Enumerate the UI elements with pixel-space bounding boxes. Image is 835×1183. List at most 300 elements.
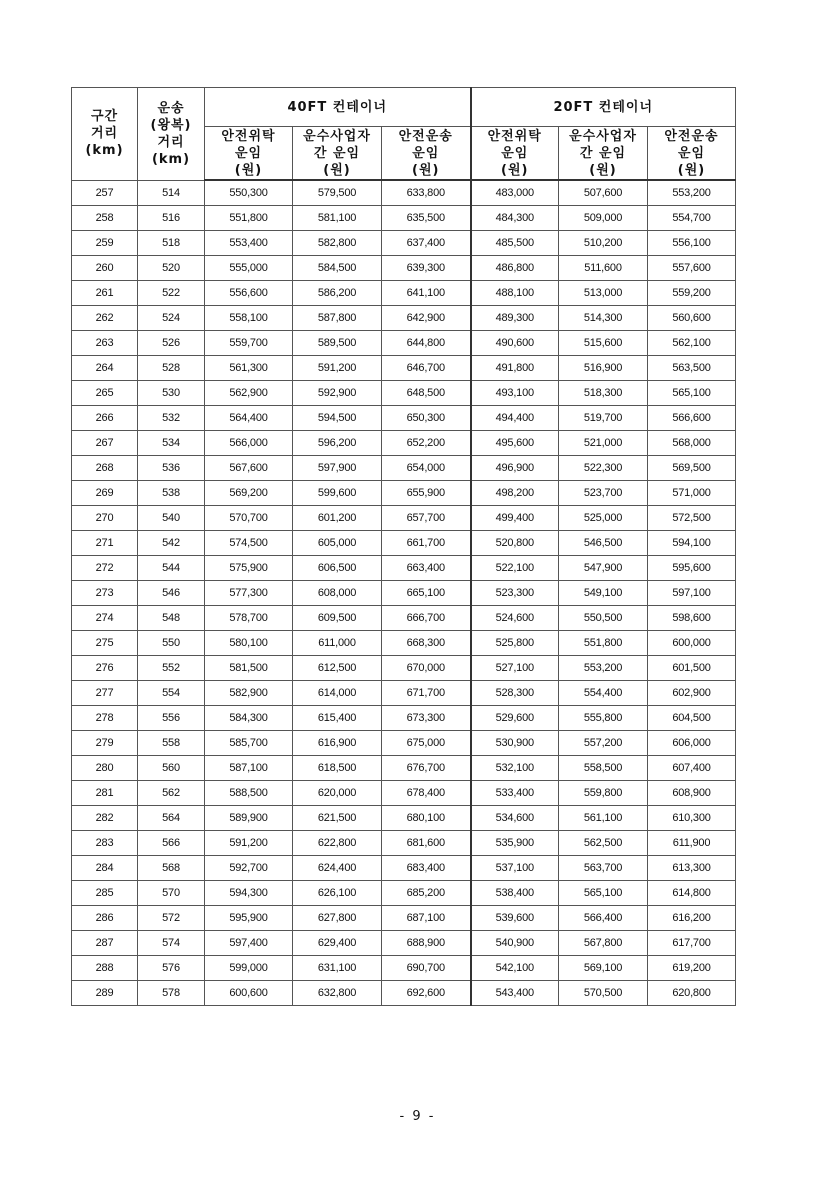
table-cell: 530,900: [471, 731, 559, 756]
table-cell: 529,600: [471, 706, 559, 731]
table-row: [72, 606, 736, 631]
table-row: [72, 406, 736, 431]
table-cell: 655,900: [382, 481, 471, 506]
table-cell: 540,900: [471, 931, 559, 956]
table-cell: 584,500: [293, 256, 382, 281]
table-cell: 534: [138, 431, 205, 456]
table-cell: 592,700: [205, 856, 293, 881]
table-cell: 551,800: [205, 206, 293, 231]
table-cell: 566,000: [205, 431, 293, 456]
table-cell: 494,400: [471, 406, 559, 431]
table-cell: 515,600: [559, 331, 648, 356]
table-row: [72, 306, 736, 331]
table-cell: 683,400: [382, 856, 471, 881]
table-cell: 681,600: [382, 831, 471, 856]
table-cell: 582,900: [205, 681, 293, 706]
table-cell: 495,600: [471, 431, 559, 456]
table-cell: 566,600: [648, 406, 736, 431]
table-cell: 568,000: [648, 431, 736, 456]
table-cell: 555,800: [559, 706, 648, 731]
table-cell: 680,100: [382, 806, 471, 831]
col-40ft-safe-consign: 안전위탁 운임 (원): [205, 127, 293, 181]
table-row: [72, 506, 736, 531]
table-cell: 654,000: [382, 456, 471, 481]
table-row: [72, 981, 736, 1006]
group-40ft-header: 40FT 컨테이너: [205, 88, 471, 127]
table-cell: 509,000: [559, 206, 648, 231]
table-cell: 678,400: [382, 781, 471, 806]
table-cell: 572: [138, 906, 205, 931]
table-cell: 676,700: [382, 756, 471, 781]
table-cell: 282: [72, 806, 138, 831]
table-cell: 558,100: [205, 306, 293, 331]
table-cell: 585,700: [205, 731, 293, 756]
table-cell: 553,200: [648, 180, 736, 206]
table-cell: 520,800: [471, 531, 559, 556]
table-cell: 263: [72, 331, 138, 356]
table-cell: 491,800: [471, 356, 559, 381]
table-cell: 565,100: [559, 881, 648, 906]
table-row: [72, 381, 736, 406]
table-cell: 511,600: [559, 256, 648, 281]
table-cell: 519,700: [559, 406, 648, 431]
table-cell: 523,700: [559, 481, 648, 506]
table-cell: 528: [138, 356, 205, 381]
table-row: [72, 356, 736, 381]
table-cell: 584,300: [205, 706, 293, 731]
table-cell: 539,600: [471, 906, 559, 931]
col-40ft-safe-transport: 안전운송 운임 (원): [382, 127, 471, 181]
table-cell: 562,500: [559, 831, 648, 856]
table-cell: 516: [138, 206, 205, 231]
table-cell: 675,000: [382, 731, 471, 756]
table-cell: 605,000: [293, 531, 382, 556]
table-cell: 288: [72, 956, 138, 981]
table-cell: 518,300: [559, 381, 648, 406]
table-cell: 262: [72, 306, 138, 331]
section-distance-header: 구간 거리 (km): [72, 88, 138, 181]
table-cell: 269: [72, 481, 138, 506]
table-cell: 555,000: [205, 256, 293, 281]
table-cell: 257: [72, 180, 138, 206]
table-cell: 561,300: [205, 356, 293, 381]
table-cell: 600,600: [205, 981, 293, 1006]
table-cell: 601,200: [293, 506, 382, 531]
table-cell: 571,000: [648, 481, 736, 506]
transport-distance-header: 운송 (왕복) 거리 (km): [138, 88, 205, 181]
table-row: [72, 906, 736, 931]
table-cell: 569,100: [559, 956, 648, 981]
table-row: [72, 581, 736, 606]
table-cell: 564,400: [205, 406, 293, 431]
table-cell: 530: [138, 381, 205, 406]
table-cell: 258: [72, 206, 138, 231]
fare-table: [71, 87, 736, 1006]
table-cell: 637,400: [382, 231, 471, 256]
col-40ft-carrier: 운수사업자 간 운임 (원): [293, 127, 382, 181]
table-cell: 581,500: [205, 656, 293, 681]
table-cell: 559,700: [205, 331, 293, 356]
table-cell: 606,500: [293, 556, 382, 581]
table-cell: 538,400: [471, 881, 559, 906]
table-cell: 286: [72, 906, 138, 931]
table-header: [72, 88, 736, 181]
table-cell: 562: [138, 781, 205, 806]
table-cell: 607,400: [648, 756, 736, 781]
table-cell: 688,900: [382, 931, 471, 956]
table-cell: 597,400: [205, 931, 293, 956]
table-cell: 592,900: [293, 381, 382, 406]
table-cell: 572,500: [648, 506, 736, 531]
table-cell: 609,500: [293, 606, 382, 631]
table-cell: 568: [138, 856, 205, 881]
table-row: [72, 231, 736, 256]
table-cell: 608,000: [293, 581, 382, 606]
table-cell: 652,200: [382, 431, 471, 456]
table-cell: 606,000: [648, 731, 736, 756]
table-cell: 570,700: [205, 506, 293, 531]
table-cell: 567,600: [205, 456, 293, 481]
table-cell: 570: [138, 881, 205, 906]
table-cell: 537,100: [471, 856, 559, 881]
table-cell: 610,300: [648, 806, 736, 831]
table-cell: 626,100: [293, 881, 382, 906]
table-cell: 277: [72, 681, 138, 706]
table-cell: 518: [138, 231, 205, 256]
table-row: [72, 806, 736, 831]
table-cell: 591,200: [293, 356, 382, 381]
table-cell: 532: [138, 406, 205, 431]
table-cell: 574: [138, 931, 205, 956]
table-cell: 597,900: [293, 456, 382, 481]
table-cell: 275: [72, 631, 138, 656]
table-cell: 618,500: [293, 756, 382, 781]
table-cell: 589,500: [293, 331, 382, 356]
table-cell: 559,800: [559, 781, 648, 806]
table-cell: 596,200: [293, 431, 382, 456]
table-cell: 666,700: [382, 606, 471, 631]
table-cell: 516,900: [559, 356, 648, 381]
table-cell: 483,000: [471, 180, 559, 206]
table-cell: 484,300: [471, 206, 559, 231]
table-cell: 526: [138, 331, 205, 356]
table-cell: 278: [72, 706, 138, 731]
table-cell: 528,300: [471, 681, 559, 706]
table-cell: 575,900: [205, 556, 293, 581]
table-row: [72, 180, 736, 206]
table-cell: 558: [138, 731, 205, 756]
table-cell: 621,500: [293, 806, 382, 831]
table-cell: 624,400: [293, 856, 382, 881]
table-cell: 616,200: [648, 906, 736, 931]
table-cell: 692,600: [382, 981, 471, 1006]
table-cell: 560: [138, 756, 205, 781]
table-cell: 614,000: [293, 681, 382, 706]
table-cell: 554: [138, 681, 205, 706]
table-cell: 612,500: [293, 656, 382, 681]
table-row: [72, 456, 736, 481]
table-row: [72, 956, 736, 981]
table-cell: 587,100: [205, 756, 293, 781]
table-body: [72, 180, 736, 1006]
table-cell: 554,400: [559, 681, 648, 706]
table-cell: 663,400: [382, 556, 471, 581]
table-cell: 631,100: [293, 956, 382, 981]
table-cell: 538: [138, 481, 205, 506]
table-cell: 567,800: [559, 931, 648, 956]
table-cell: 514,300: [559, 306, 648, 331]
table-cell: 540: [138, 506, 205, 531]
table-cell: 522,100: [471, 556, 559, 581]
table-cell: 557,600: [648, 256, 736, 281]
table-cell: 646,700: [382, 356, 471, 381]
table-cell: 619,200: [648, 956, 736, 981]
table-cell: 613,300: [648, 856, 736, 881]
page-number: - 9 -: [399, 1109, 436, 1124]
table-cell: 566: [138, 831, 205, 856]
table-cell: 587,800: [293, 306, 382, 331]
table-cell: 594,300: [205, 881, 293, 906]
table-cell: 579,500: [293, 180, 382, 206]
table-cell: 576: [138, 956, 205, 981]
table-cell: 546,500: [559, 531, 648, 556]
table-cell: 565,100: [648, 381, 736, 406]
table-cell: 633,800: [382, 180, 471, 206]
table-cell: 558,500: [559, 756, 648, 781]
table-cell: 267: [72, 431, 138, 456]
table-cell: 577,300: [205, 581, 293, 606]
table-cell: 620,000: [293, 781, 382, 806]
table-cell: 523,300: [471, 581, 559, 606]
table-row: [72, 631, 736, 656]
table-cell: 588,500: [205, 781, 293, 806]
table-cell: 268: [72, 456, 138, 481]
table-cell: 551,800: [559, 631, 648, 656]
table-cell: 259: [72, 231, 138, 256]
table-cell: 615,400: [293, 706, 382, 731]
table-cell: 591,200: [205, 831, 293, 856]
table-cell: 542: [138, 531, 205, 556]
table-row: [72, 481, 736, 506]
table-row: [72, 281, 736, 306]
table-cell: 556,100: [648, 231, 736, 256]
table-cell: 690,700: [382, 956, 471, 981]
table-cell: 635,500: [382, 206, 471, 231]
table-cell: 641,100: [382, 281, 471, 306]
table-cell: 553,400: [205, 231, 293, 256]
table-cell: 578,700: [205, 606, 293, 631]
table-cell: 598,600: [648, 606, 736, 631]
table-cell: 589,900: [205, 806, 293, 831]
table-row: [72, 831, 736, 856]
table-row: [72, 931, 736, 956]
table-cell: 556: [138, 706, 205, 731]
table-cell: 279: [72, 731, 138, 756]
table-cell: 524: [138, 306, 205, 331]
table-cell: 499,400: [471, 506, 559, 531]
table-cell: 493,100: [471, 381, 559, 406]
table-cell: 685,200: [382, 881, 471, 906]
table-cell: 273: [72, 581, 138, 606]
table-cell: 496,900: [471, 456, 559, 481]
table-cell: 284: [72, 856, 138, 881]
table-cell: 276: [72, 656, 138, 681]
table-cell: 281: [72, 781, 138, 806]
table-row: [72, 556, 736, 581]
table-cell: 550,300: [205, 180, 293, 206]
table-cell: 627,800: [293, 906, 382, 931]
table-cell: 552: [138, 656, 205, 681]
table-cell: 498,200: [471, 481, 559, 506]
table-cell: 614,800: [648, 881, 736, 906]
table-cell: 563,700: [559, 856, 648, 881]
table-row: [72, 881, 736, 906]
table-cell: 554,700: [648, 206, 736, 231]
table-cell: 271: [72, 531, 138, 556]
table-row: [72, 731, 736, 756]
table-cell: 261: [72, 281, 138, 306]
table-cell: 550: [138, 631, 205, 656]
table-cell: 549,100: [559, 581, 648, 606]
table-cell: 616,900: [293, 731, 382, 756]
table-cell: 570,500: [559, 981, 648, 1006]
table-cell: 546: [138, 581, 205, 606]
table-cell: 595,900: [205, 906, 293, 931]
table-row: [72, 681, 736, 706]
table-cell: 563,500: [648, 356, 736, 381]
table-cell: 522,300: [559, 456, 648, 481]
table-row: [72, 656, 736, 681]
table-cell: 629,400: [293, 931, 382, 956]
table-cell: 617,700: [648, 931, 736, 956]
table-cell: 544: [138, 556, 205, 581]
group-20ft-header: 20FT 컨테이너: [471, 88, 736, 127]
table-cell: 557,200: [559, 731, 648, 756]
table-cell: 562,900: [205, 381, 293, 406]
table-cell: 507,600: [559, 180, 648, 206]
table-cell: 622,800: [293, 831, 382, 856]
table-cell: 599,000: [205, 956, 293, 981]
col-20ft-carrier: 운수사업자 간 운임 (원): [559, 127, 648, 181]
table-cell: 594,500: [293, 406, 382, 431]
table-cell: 559,200: [648, 281, 736, 306]
table-cell: 280: [72, 756, 138, 781]
table-cell: 566,400: [559, 906, 648, 931]
table-row: [72, 781, 736, 806]
col-20ft-safe-transport: 안전운송 운임 (원): [648, 127, 736, 181]
table-cell: 525,800: [471, 631, 559, 656]
table-row: [72, 431, 736, 456]
table-cell: 581,100: [293, 206, 382, 231]
table-cell: 661,700: [382, 531, 471, 556]
table-cell: 550,500: [559, 606, 648, 631]
table-cell: 287: [72, 931, 138, 956]
table-cell: 600,000: [648, 631, 736, 656]
table-cell: 611,000: [293, 631, 382, 656]
table-cell: 542,100: [471, 956, 559, 981]
table-cell: 272: [72, 556, 138, 581]
table-cell: 274: [72, 606, 138, 631]
col-20ft-safe-consign: 안전위탁 운임 (원): [471, 127, 559, 181]
table-cell: 650,300: [382, 406, 471, 431]
table-row: [72, 331, 736, 356]
table-cell: 687,100: [382, 906, 471, 931]
table-cell: 489,300: [471, 306, 559, 331]
table-cell: 560,600: [648, 306, 736, 331]
table-cell: 266: [72, 406, 138, 431]
table-cell: 608,900: [648, 781, 736, 806]
table-cell: 285: [72, 881, 138, 906]
table-cell: 289: [72, 981, 138, 1006]
table-cell: 534,600: [471, 806, 559, 831]
table-cell: 553,200: [559, 656, 648, 681]
table-cell: 527,100: [471, 656, 559, 681]
table-cell: 602,900: [648, 681, 736, 706]
table-cell: 639,300: [382, 256, 471, 281]
table-cell: 532,100: [471, 756, 559, 781]
table-cell: 533,400: [471, 781, 559, 806]
table-cell: 594,100: [648, 531, 736, 556]
table-cell: 665,100: [382, 581, 471, 606]
table-cell: 488,100: [471, 281, 559, 306]
table-cell: 520: [138, 256, 205, 281]
table-cell: 673,300: [382, 706, 471, 731]
table-cell: 521,000: [559, 431, 648, 456]
table-cell: 525,000: [559, 506, 648, 531]
table-cell: 548: [138, 606, 205, 631]
table-cell: 536: [138, 456, 205, 481]
table-cell: 270: [72, 506, 138, 531]
table-cell: 620,800: [648, 981, 736, 1006]
table-cell: 586,200: [293, 281, 382, 306]
table-cell: 604,500: [648, 706, 736, 731]
table-cell: 657,700: [382, 506, 471, 531]
table-row: [72, 256, 736, 281]
table-cell: 535,900: [471, 831, 559, 856]
table-cell: 668,300: [382, 631, 471, 656]
table-cell: 648,500: [382, 381, 471, 406]
table-row: [72, 706, 736, 731]
table-cell: 564: [138, 806, 205, 831]
table-cell: 597,100: [648, 581, 736, 606]
table-cell: 580,100: [205, 631, 293, 656]
table-cell: 569,200: [205, 481, 293, 506]
table-cell: 578: [138, 981, 205, 1006]
table-row: [72, 531, 736, 556]
table-cell: 283: [72, 831, 138, 856]
table-cell: 599,600: [293, 481, 382, 506]
table-cell: 562,100: [648, 331, 736, 356]
table-cell: 547,900: [559, 556, 648, 581]
table-cell: 485,500: [471, 231, 559, 256]
table-cell: 642,900: [382, 306, 471, 331]
table-cell: 556,600: [205, 281, 293, 306]
table-cell: 601,500: [648, 656, 736, 681]
table-cell: 632,800: [293, 981, 382, 1006]
table-cell: 510,200: [559, 231, 648, 256]
table-row: [72, 756, 736, 781]
table-cell: 543,400: [471, 981, 559, 1006]
table-row: [72, 206, 736, 231]
table-cell: 514: [138, 180, 205, 206]
table-row: [72, 856, 736, 881]
table-cell: 671,700: [382, 681, 471, 706]
table-cell: 265: [72, 381, 138, 406]
table-cell: 513,000: [559, 281, 648, 306]
table-cell: 670,000: [382, 656, 471, 681]
table-cell: 644,800: [382, 331, 471, 356]
table-cell: 264: [72, 356, 138, 381]
